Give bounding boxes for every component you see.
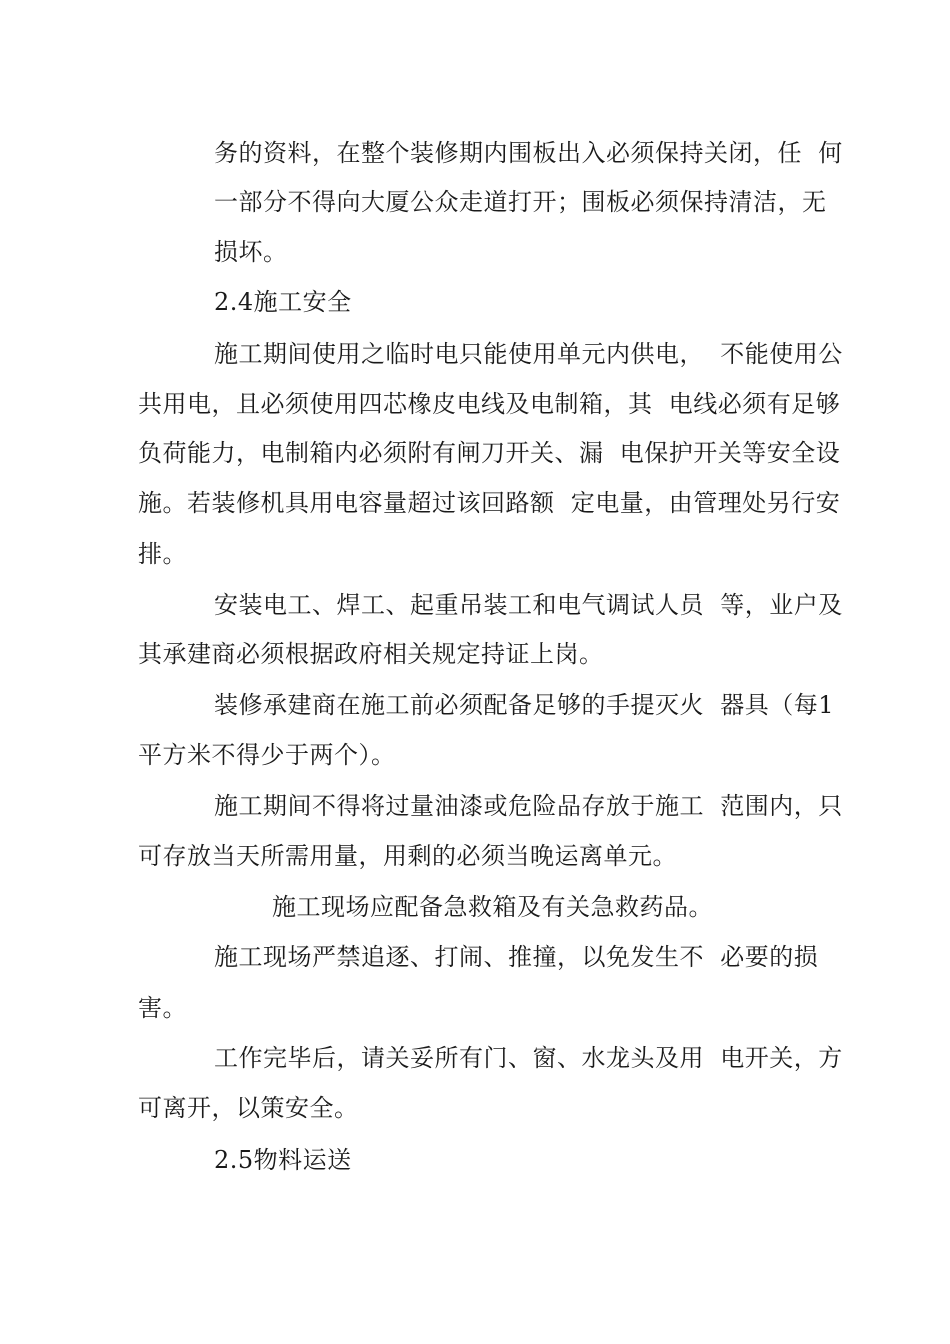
text-line: 共用电，且必须使用四芯橡皮电线及电制箱，其 电线必须有足够 [138,390,841,418]
text-line: 害。 [138,994,187,1022]
text-line: 施工现场严禁追逐、打闹、推撞，以免发生不 必要的损 [214,943,819,971]
text-line: 其承建商必须根据政府相关规定持证上岗。 [138,640,604,668]
text-line: 务的资料，在整个装修期内围板出入必须保持关闭，任 何 [214,139,843,167]
text-line: 负荷能力，电制箱内必须附有闸刀开关、漏 电保护开关等安全设 [138,439,841,467]
text-line: 施工期间不得将过量油漆或危险品存放于施工 范围内，只 [214,792,843,820]
text-line: 损坏。 [214,238,288,266]
text-line: 可离开，以策安全。 [138,1094,359,1122]
text-line: 装修承建商在施工前必须配备足够的手提灭火 器具（每1 [214,691,835,719]
text-line: 安装电工、焊工、起重吊装工和电气调试人员 等，业户及 [214,591,843,619]
text-line: 平方米不得少于两个）。 [138,741,396,769]
text-line: 可存放当天所需用量，用剩的必须当晚运离单元。 [138,842,677,870]
text-line: 施工期间使用之临时电只能使用单元内供电， 不能使用公 [214,340,843,368]
section-heading: 2.4施工安全 [214,288,352,316]
text-line: 施。若装修机具用电容量超过该回路额 定电量，由管理处另行安 [138,489,841,517]
section-heading: 2.5物料运送 [214,1146,352,1174]
text-line: 一部分不得向大厦公众走道打开；围板必须保持清洁，无 [214,188,827,216]
text-line: 工作完毕后，请关妥所有门、窗、水龙头及用 电开关，方 [214,1044,843,1072]
text-line: 排。 [138,540,187,568]
text-line: 施工现场应配备急救箱及有关急救药品。 [272,893,713,921]
